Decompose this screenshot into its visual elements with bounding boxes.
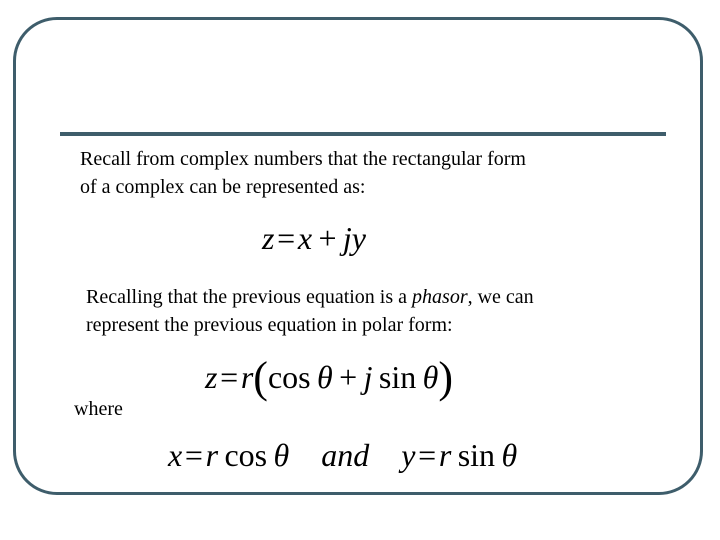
paragraph-rectangular-intro xyxy=(80,145,526,201)
equation-components: x = r cos θ and y = r sin θ xyxy=(168,437,518,473)
paragraph-1-line-1: Recall from complex numbers that the rectangular form xyxy=(80,148,526,170)
paragraph-polar-intro xyxy=(86,283,534,339)
where-label: where xyxy=(74,398,123,420)
equation-polar: z = r(cos θ + j sin θ) xyxy=(205,353,454,402)
paragraph-2-line-2: represent the previous equation in polar form: xyxy=(86,314,453,336)
equation-rectangular: z = x + jy xyxy=(262,220,366,256)
paragraph-2-line-1-post: , we can xyxy=(467,286,534,308)
paragraph-2-line-1-pre: Recalling that the previous equation is a xyxy=(86,286,413,308)
paragraph-1-line-2: of a complex can be represented as: xyxy=(80,176,366,198)
title-rule xyxy=(60,132,666,136)
phasor-term: phasor xyxy=(412,286,468,308)
